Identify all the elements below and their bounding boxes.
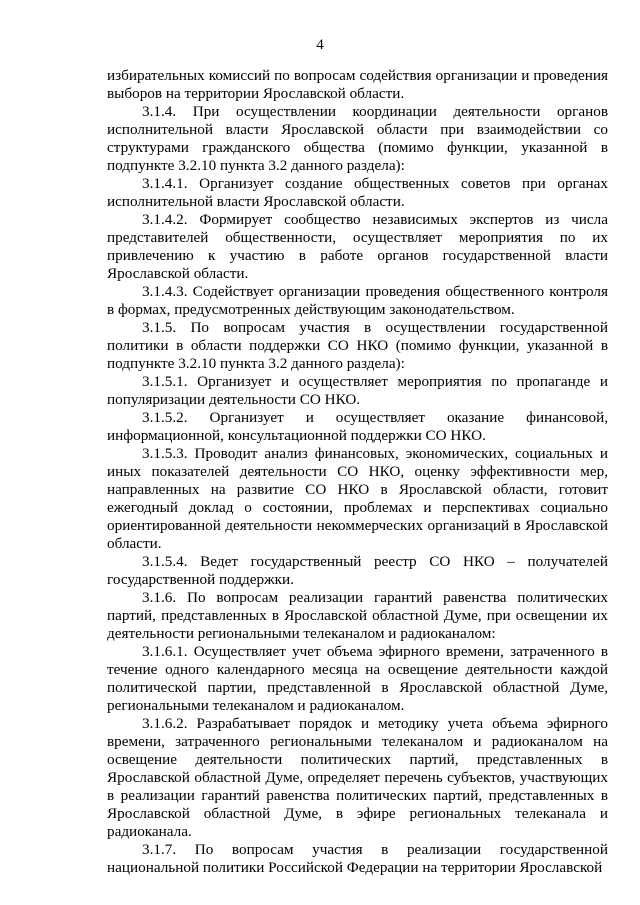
- paragraph-3-1-4-2: 3.1.4.2. Формирует сообщество независимых экспертов из числа представителей общественности, осуществляет мероприятия по их привлечению к участию в работе органов государственной власти Ярославской области.: [107, 211, 608, 282]
- paragraph-3-1-5-3: 3.1.5.3. Проводит анализ финансовых, экономических, социальных и иных показателей деятельности СО НКО, оценку эффективности мер, направленных на развитие СО НКО в Ярославской области, готовит ежегодный доклад о состоянии, проблемах и перспективах социально ориентированной деятельности некоммерческих организаций в Ярославской области.: [107, 445, 608, 552]
- paragraph-3-1-5: 3.1.5. По вопросам участия в осуществлении государственной политики в области поддержки СО НКО (помимо функции, указанной в подпункте 3.2.10 пункта 3.2 данного раздела):: [107, 319, 608, 372]
- page-number: 4: [316, 37, 324, 53]
- paragraph-3-1-5-1: 3.1.5.1. Организует и осуществляет мероприятия по пропаганде и популяризации деятельности СО НКО.: [107, 373, 608, 408]
- paragraph-3-1-5-4: 3.1.5.4. Ведет государственный реестр СО НКО – получателей государственной поддержки.: [107, 553, 608, 588]
- paragraph-3-1-7: 3.1.7. По вопросам участия в реализации государственной национальной политики Российской Федерации на территории Ярославской: [107, 841, 608, 876]
- paragraph-3-1-6-2: 3.1.6.2. Разрабатывает порядок и методику учета объема эфирного времени, затраченного региональными телеканалом и радиоканалом на освещение деятельности политических партий, представленных в Ярославской областной Думе, определяет перечень субъектов, участвующих в реализации гарантий равенства политических партий, представленных в Ярославской областной Думе, в эфире региональных телеканала и радиоканала.: [107, 715, 608, 840]
- paragraph-3-1-4-3: 3.1.4.3. Содействует организации проведения общественного контроля в формах, предусмотренных действующим законодательством.: [107, 283, 608, 318]
- paragraph-3-1-5-2: 3.1.5.2. Организует и осуществляет оказание финансовой, информационной, консультационной поддержки СО НКО.: [107, 409, 608, 444]
- paragraph-3-1-4-1: 3.1.4.1. Организует создание общественных советов при органах исполнительной власти Ярославской области.: [107, 175, 608, 210]
- paragraph-continuation: избирательных комиссий по вопросам содействия организации и проведения выборов на территории Ярославской области.: [107, 67, 608, 102]
- paragraph-3-1-6-1: 3.1.6.1. Осуществляет учет объема эфирного времени, затраченного в течение одного календарного месяца на освещение деятельности каждой политической партии, представленной в Ярославской областной Думе, региональными телеканалом и радиоканалом.: [107, 643, 608, 714]
- paragraph-3-1-4: 3.1.4. При осуществлении координации деятельности органов исполнительной власти Ярославской области при взаимодействии со структурами гражданского общества (помимо функции, указанной в подпункте 3.2.10 пункта 3.2 данного раздела):: [107, 103, 608, 174]
- document-body: [107, 67, 608, 877]
- paragraph-3-1-6: 3.1.6. По вопросам реализации гарантий равенства политических партий, представленных в Ярославской областной Думе, при освещении их деятельности региональными телеканалом и радиоканалом:: [107, 589, 608, 642]
